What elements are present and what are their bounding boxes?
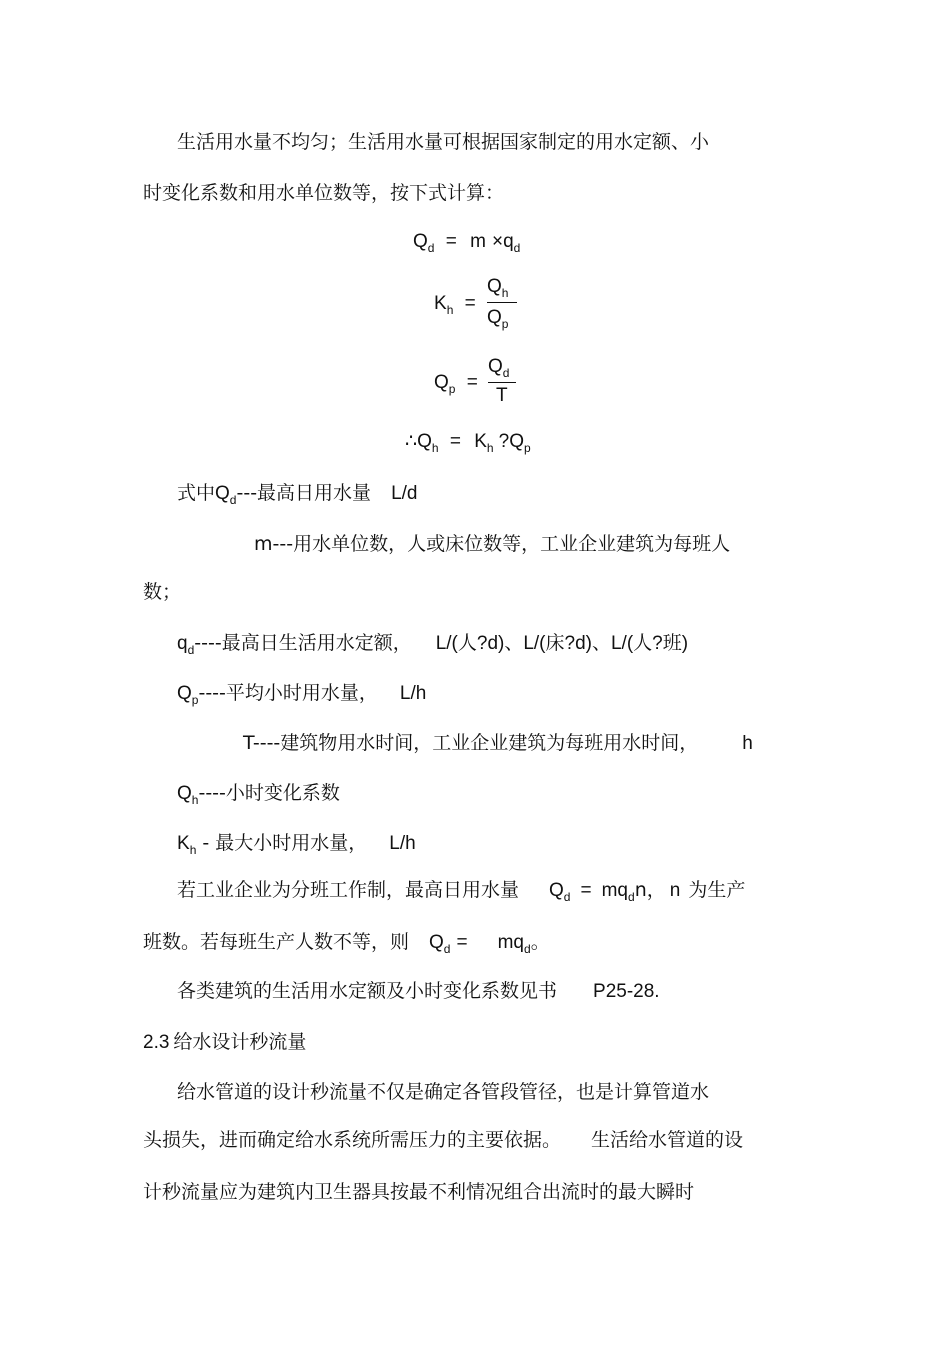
definition-kh-sub: h	[189, 843, 197, 857]
definition-t-text: T----建筑物用水时间，工业企业建筑为每班用水时间，	[243, 732, 699, 754]
formula-3-num: Q	[488, 356, 503, 377]
formula-qp-lhs	[434, 372, 478, 394]
formula-1-m: m	[470, 231, 486, 252]
definition-q-text: ----最高日生活用水定额，	[194, 632, 412, 654]
formula-3-eq: =	[466, 372, 478, 393]
definition-qh	[177, 781, 340, 807]
formula-hourly-max	[405, 430, 531, 453]
formula-3-numerator	[488, 356, 509, 378]
definition-qd-unit: L/d	[391, 483, 418, 504]
paragraph-2-line-2-end: 。	[530, 931, 550, 953]
formula-1-times: ×	[491, 231, 504, 252]
paragraph-2-mq-sub: d	[628, 890, 635, 904]
formula-4-therefore: ∴	[405, 431, 418, 452]
definition-q-symbol: q	[177, 633, 188, 654]
paragraph-4-line-3-text: 计秒流量应为建筑内卫生器具按最不利情况组合出流时的最大瞬时	[143, 1181, 695, 1203]
definition-t	[243, 731, 753, 756]
definition-t-unit: h	[742, 733, 753, 754]
formula-2-den: Q	[487, 307, 502, 328]
paragraph-4-line-3	[143, 1180, 694, 1204]
paragraph-3-text: 各类建筑的生活用水定额及小时变化系数见书	[177, 980, 558, 1002]
paragraph-2-eq: =	[580, 880, 592, 901]
formula-1-lhs: Q	[413, 231, 428, 252]
formula-2-fraction-bar	[487, 302, 517, 303]
section-heading	[143, 1030, 306, 1055]
paragraph-2-n-comma: n，	[634, 879, 666, 901]
formula-4-q-sub: p	[523, 441, 531, 455]
definition-qp-symbol: Q	[177, 683, 192, 704]
definition-qd-sub: d	[229, 493, 237, 507]
definition-kh-text: - 最大小时用水量，	[202, 832, 368, 854]
formula-daily-water	[413, 231, 520, 253]
formula-1-lhs-sub: d	[427, 241, 435, 255]
paragraph-2-mq: mq	[601, 880, 628, 901]
paragraph-2-line-2-mq-sub: d	[524, 942, 531, 956]
formula-4-q: Q	[509, 431, 524, 452]
paragraph-1-line-2	[143, 181, 504, 205]
formula-1-q: q	[503, 231, 514, 252]
definition-qd-prefix: 式中	[177, 482, 216, 504]
definition-qh-text: ----小时变化系数	[198, 782, 340, 804]
paragraph-1-line-1-text: 生活用水量不均匀；生活用水量可根据国家制定的用水定额、小	[177, 131, 710, 153]
formula-3-denominator	[496, 385, 508, 407]
section-title: 给水设计秒流量	[173, 1031, 307, 1053]
definition-qp-sub: p	[191, 693, 199, 707]
paragraph-2-line-2-q-sub: d	[443, 942, 451, 956]
paragraph-2-line-2	[143, 930, 550, 956]
paragraph-2-line-2-q: Q	[429, 932, 444, 953]
definition-m-continued	[143, 580, 181, 604]
definition-kh-symbol: K	[177, 833, 190, 854]
paragraph-2-line-1	[177, 878, 745, 904]
paragraph-2-line-1-end: 为生产	[688, 879, 746, 901]
formula-3-fraction-bar	[488, 382, 516, 383]
formula-3-num-sub: d	[502, 366, 510, 380]
paragraph-2-q: Q	[549, 880, 564, 901]
definition-qd-symbol: Q	[215, 483, 230, 504]
paragraph-2-line-2-mq: mq	[497, 932, 524, 953]
formula-2-den-sub: p	[501, 317, 509, 331]
paragraph-3	[177, 979, 660, 1004]
formula-3-den: T	[496, 385, 508, 406]
formula-4-op: ?	[498, 431, 510, 452]
definition-qh-symbol: Q	[177, 783, 192, 804]
paragraph-1-line-2-text: 时变化系数和用水单位数等，按下式计算：	[143, 182, 505, 204]
definition-qh-sub: h	[191, 793, 199, 807]
formula-2-lhs: K	[434, 293, 447, 314]
formula-4-k-sub: h	[486, 441, 494, 455]
paragraph-3-page-ref: P25-28.	[593, 981, 660, 1002]
formula-kh-lhs	[434, 293, 476, 315]
paragraph-2-line-2-text: 班数。若每班生产人数不等，则	[143, 931, 410, 953]
definition-m-text: m---用水单位数，人或床位数等，工业企业建筑为每班人	[254, 533, 731, 555]
formula-2-numerator	[487, 276, 508, 298]
formula-3-lhs: Q	[434, 372, 449, 393]
paragraph-2-line-2-eq: =	[456, 932, 468, 953]
formula-2-eq: =	[464, 293, 476, 314]
paragraph-1-line-1	[177, 130, 709, 154]
formula-1-q-sub: d	[513, 241, 521, 255]
definition-qp-unit: L/h	[399, 683, 427, 704]
definition-kh-unit: L/h	[389, 833, 416, 854]
formula-2-denominator	[487, 307, 508, 329]
formula-2-num: Q	[487, 276, 502, 297]
formula-4-eq: =	[449, 431, 461, 452]
definition-kh	[177, 831, 416, 857]
definition-q-sub: d	[187, 643, 195, 657]
definition-m	[254, 532, 730, 556]
paragraph-2-q-sub: d	[563, 890, 571, 904]
definition-qd-text: ---最高日用水量	[236, 482, 372, 504]
formula-4-k: K	[474, 431, 487, 452]
formula-4-lhs: Q	[417, 431, 432, 452]
definition-qp	[177, 681, 426, 707]
formula-3-lhs-sub: p	[448, 382, 456, 396]
formula-2-lhs-sub: h	[446, 303, 454, 317]
paragraph-2-line-1-text: 若工业企业为分班工作制，最高日用水量	[177, 879, 520, 901]
formula-1-eq: =	[445, 231, 457, 252]
definition-q-unit: L/(人?d)、L/(床?d)、L/(人?班)	[435, 633, 689, 654]
paragraph-4-line-1-text: 给水管道的设计秒流量不仅是确定各管段管径，也是计算管道水	[177, 1081, 710, 1103]
paragraph-2-n: n	[669, 880, 681, 901]
paragraph-4-line-2-text-a: 头损失，进而确定给水系统所需压力的主要依据。	[143, 1129, 562, 1151]
paragraph-4-line-2	[143, 1128, 743, 1152]
paragraph-4-line-2-text-b: 生活给水管道的设	[591, 1129, 744, 1151]
paragraph-4-line-1	[177, 1080, 709, 1104]
formula-4-lhs-sub: h	[431, 441, 439, 455]
definition-m-continued-text: 数；	[143, 581, 182, 603]
section-number: 2.3	[143, 1032, 170, 1053]
definition-qp-text: ----平均小时用水量，	[198, 682, 378, 704]
definition-q	[177, 631, 688, 657]
definition-qd	[177, 481, 417, 507]
formula-2-num-sub: h	[501, 286, 509, 300]
